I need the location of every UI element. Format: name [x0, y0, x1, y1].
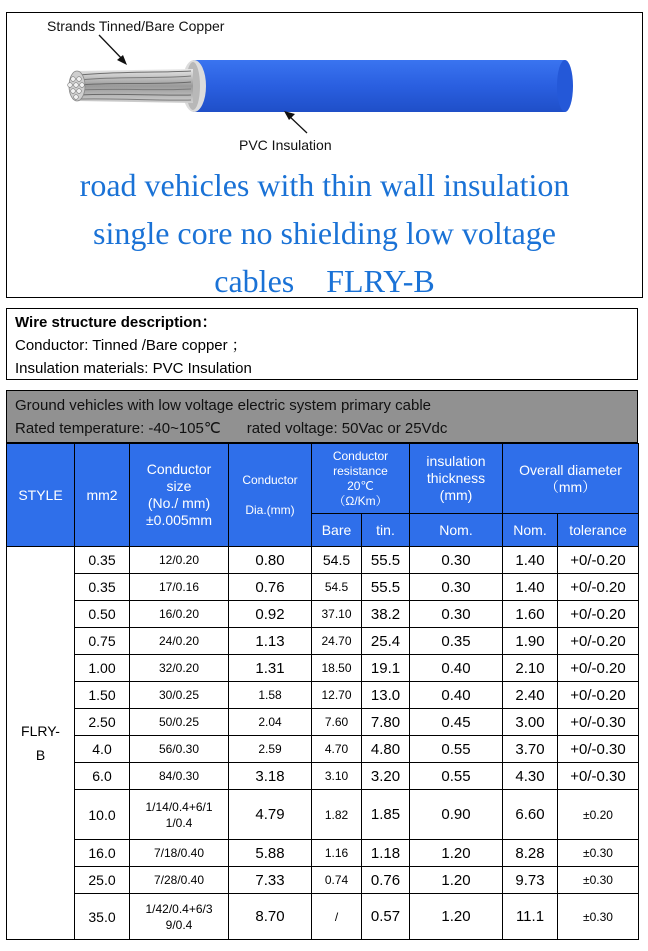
cell-od: 3.70: [503, 736, 558, 763]
cell-ins: 0.55: [410, 736, 503, 763]
cell-mm2: 16.0: [75, 840, 130, 867]
cell-mm2: 35.0: [75, 894, 130, 940]
cell-dia: 7.33: [229, 867, 312, 894]
title-line-2: single core no shielding low voltage: [92, 215, 556, 251]
cell-size: 1/42/0.4+6/3 9/0.4: [130, 894, 229, 940]
cell-dia: 0.92: [229, 601, 312, 628]
cell-ins: 1.20: [410, 894, 503, 940]
cell-bare: 0.74: [312, 867, 362, 894]
cell-ins: 0.30: [410, 547, 503, 574]
cell-dia: 5.88: [229, 840, 312, 867]
cell-mm2: 0.35: [75, 574, 130, 601]
cell-od: 2.10: [503, 655, 558, 682]
cell-size: 17/0.16: [130, 574, 229, 601]
cell-od: 3.00: [503, 709, 558, 736]
rating-description: Ground vehicles with low voltage electric system primary cable: [15, 397, 431, 414]
cell-od: 9.73: [503, 867, 558, 894]
cell-bare: 37.10: [312, 601, 362, 628]
cell-ins: 0.45: [410, 709, 503, 736]
cell-mm2: 0.35: [75, 547, 130, 574]
table-row: [7, 682, 639, 709]
insulation-callout-label: PVC Insulation: [239, 137, 332, 153]
table-row: [7, 574, 639, 601]
cell-tol: +0/-0.20: [558, 628, 639, 655]
cell-od: 8.28: [503, 840, 558, 867]
cell-od: 1.60: [503, 601, 558, 628]
cell-size: 84/0.30: [130, 763, 229, 790]
header-od-nom: Nom.: [503, 514, 558, 547]
spec-table: [6, 443, 639, 940]
rated-temperature: Rated temperature: -40~105℃: [15, 420, 221, 437]
table-row: [7, 867, 639, 894]
copper-strands-shape: [68, 69, 193, 103]
table-row: [7, 655, 639, 682]
cell-tol: +0/-0.20: [558, 682, 639, 709]
cell-mm2: 25.0: [75, 867, 130, 894]
cell-size: 30/0.25: [130, 682, 229, 709]
cell-tol: +0/-0.20: [558, 655, 639, 682]
cell-tin: 1.18: [362, 840, 410, 867]
header-style: STYLE: [7, 444, 75, 547]
table-row: [7, 628, 639, 655]
cell-bare: 54.5: [312, 574, 362, 601]
table-row: [7, 601, 639, 628]
wire-structure-box: [6, 308, 638, 380]
cell-tol: ±0.30: [558, 894, 639, 940]
table-row: [7, 547, 639, 574]
table-row: [7, 840, 639, 867]
cell-dia: 3.18: [229, 763, 312, 790]
pvc-insulation-shape: [182, 60, 573, 112]
structure-conductor: Conductor: Tinned /Bare copper ；: [15, 337, 247, 354]
cell-size: 32/0.20: [130, 655, 229, 682]
rated-voltage: rated voltage: 50Vac or 25Vdc: [246, 420, 448, 437]
cell-od: 4.30: [503, 763, 558, 790]
cell-tol: +0/-0.20: [558, 547, 639, 574]
style-cell: FLRY- B: [7, 547, 75, 940]
cell-tin: 38.2: [362, 601, 410, 628]
table-row: [7, 894, 639, 940]
cell-tol: +0/-0.20: [558, 574, 639, 601]
insulation-callout-arrow: [284, 111, 307, 133]
cell-tin: 0.76: [362, 867, 410, 894]
cell-tin: 3.20: [362, 763, 410, 790]
cell-bare: 4.70: [312, 736, 362, 763]
header-mm2: mm2: [75, 444, 130, 547]
cell-size: 7/28/0.40: [130, 867, 229, 894]
cell-tin: 7.80: [362, 709, 410, 736]
cell-dia: 1.31: [229, 655, 312, 682]
cell-dia: 4.79: [229, 790, 312, 840]
cell-mm2: 0.50: [75, 601, 130, 628]
product-title: [7, 161, 642, 305]
cell-tol: ±0.30: [558, 867, 639, 894]
cell-mm2: 0.75: [75, 628, 130, 655]
cell-tol: ±0.20: [558, 790, 639, 840]
cell-od: 2.40: [503, 682, 558, 709]
cell-ins: 1.20: [410, 840, 503, 867]
cell-od: 1.90: [503, 628, 558, 655]
cell-tol: +0/-0.30: [558, 763, 639, 790]
cell-dia: 1.58: [229, 682, 312, 709]
cell-dia: 8.70: [229, 894, 312, 940]
header-tolerance: tolerance: [558, 514, 639, 547]
cell-od: 1.40: [503, 547, 558, 574]
cell-tol: +0/-0.30: [558, 736, 639, 763]
cell-mm2: 4.0: [75, 736, 130, 763]
cell-od: 11.1: [503, 894, 558, 940]
table-row: [7, 736, 639, 763]
cell-size: 16/0.20: [130, 601, 229, 628]
cell-tol: +0/-0.30: [558, 709, 639, 736]
cell-tin: 1.85: [362, 790, 410, 840]
cell-ins: 0.40: [410, 682, 503, 709]
cell-bare: 1.82: [312, 790, 362, 840]
cell-ins: 0.35: [410, 628, 503, 655]
title-line-1: road vehicles with thin wall insulation: [79, 167, 570, 203]
strands-callout-label: Strands Tinned/Bare Copper: [47, 18, 225, 34]
cell-bare: 7.60: [312, 709, 362, 736]
product-banner: [6, 12, 643, 298]
table-row: [7, 790, 639, 840]
cell-tin: 55.5: [362, 547, 410, 574]
cell-bare: 12.70: [312, 682, 362, 709]
cell-size: 1/14/0.4+6/1 1/0.4: [130, 790, 229, 840]
cell-ins: 0.30: [410, 601, 503, 628]
cell-mm2: 1.00: [75, 655, 130, 682]
cell-ins: 0.90: [410, 790, 503, 840]
header-overall-diameter: Overall diameter （mm）: [503, 444, 639, 514]
cell-size: 12/0.20: [130, 547, 229, 574]
header-conductor-size: Conductor size (No./ mm) ±0.005mm: [130, 444, 229, 547]
cell-od: 1.40: [503, 574, 558, 601]
table-row: [7, 763, 639, 790]
cell-tin: 4.80: [362, 736, 410, 763]
cell-bare: /: [312, 894, 362, 940]
cell-ins: 0.55: [410, 763, 503, 790]
cell-bare: 3.10: [312, 763, 362, 790]
cell-od: 6.60: [503, 790, 558, 840]
cell-size: 7/18/0.40: [130, 840, 229, 867]
cell-mm2: 1.50: [75, 682, 130, 709]
cell-ins: 1.20: [410, 867, 503, 894]
cell-bare: 24.70: [312, 628, 362, 655]
strands-callout-arrow: [99, 35, 127, 65]
cell-tol: +0/-0.20: [558, 601, 639, 628]
cell-mm2: 2.50: [75, 709, 130, 736]
cell-dia: 2.59: [229, 736, 312, 763]
cell-dia: 1.13: [229, 628, 312, 655]
rating-line: [15, 417, 637, 440]
cell-dia: 2.04: [229, 709, 312, 736]
cell-mm2: 6.0: [75, 763, 130, 790]
cell-bare: 1.16: [312, 840, 362, 867]
cell-ins: 0.30: [410, 574, 503, 601]
cell-tin: 25.4: [362, 628, 410, 655]
structure-insulation: Insulation materials: PVC Insulation: [15, 360, 252, 377]
cell-bare: 54.5: [312, 547, 362, 574]
table-row: [7, 709, 639, 736]
cell-tin: 0.57: [362, 894, 410, 940]
cell-bare: 18.50: [312, 655, 362, 682]
cell-tin: 19.1: [362, 655, 410, 682]
cell-tin: 13.0: [362, 682, 410, 709]
header-conductor-resistance: Conductor resistance 20℃ （Ω/Km）: [312, 444, 410, 514]
cell-size: 24/0.20: [130, 628, 229, 655]
cell-tin: 55.5: [362, 574, 410, 601]
cell-size: 56/0.30: [130, 736, 229, 763]
cell-dia: 0.76: [229, 574, 312, 601]
title-line-3: cables FLRY-B: [214, 263, 435, 299]
cell-mm2: 10.0: [75, 790, 130, 840]
header-conductor-dia: Conductor Dia.(mm): [229, 444, 312, 547]
cell-ins: 0.40: [410, 655, 503, 682]
cell-dia: 0.80: [229, 547, 312, 574]
header-bare: Bare: [312, 514, 362, 547]
header-insulation-nom: Nom.: [410, 514, 503, 547]
cell-size: 50/0.25: [130, 709, 229, 736]
structure-heading: Wire structure description：: [15, 314, 217, 331]
rating-header: [6, 390, 638, 443]
cell-tol: ±0.30: [558, 840, 639, 867]
header-tin: tin.: [362, 514, 410, 547]
header-insulation-thickness: insulation thickness (mm): [410, 444, 503, 514]
